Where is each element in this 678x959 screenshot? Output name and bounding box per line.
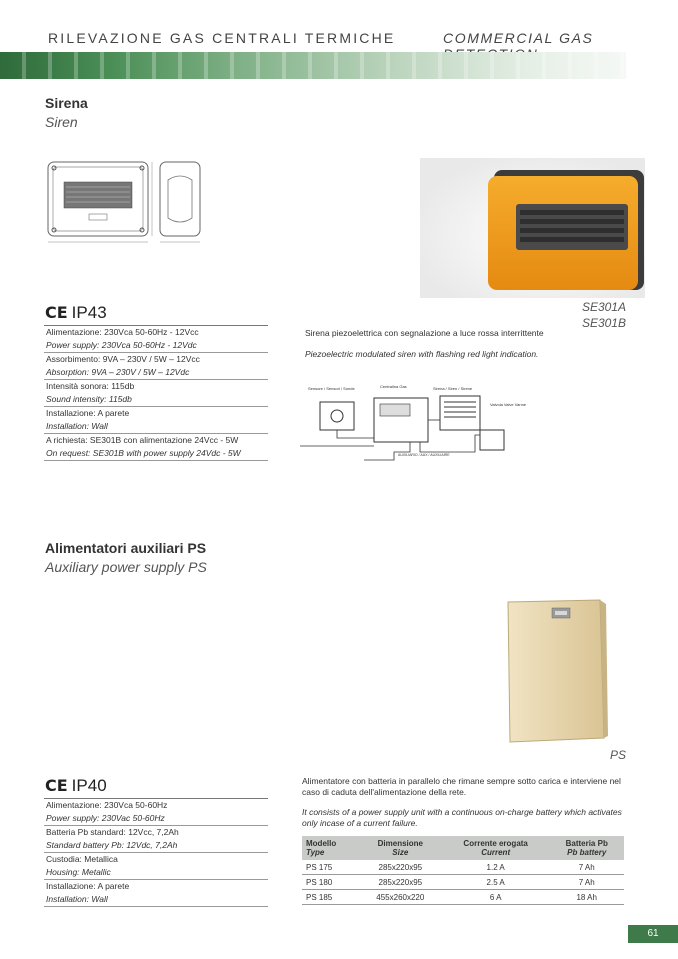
spec-row: Installation: Wall [44, 893, 268, 907]
ce-mark-icon: CE [45, 303, 68, 322]
cell-current: 1.2 A [442, 860, 550, 875]
psu-ce-rating [45, 776, 107, 796]
siren-subtitle: Siren [45, 114, 78, 130]
cell-battery: 7 Ah [549, 860, 624, 875]
ce-mark-icon: CE [45, 776, 68, 795]
spec-row: Alimentazione: 230Vca 50-60Hz - 12Vcc [46, 327, 199, 337]
header-band-stripes [0, 52, 626, 79]
page-number: 61 [628, 925, 678, 943]
col-header-current: Corrente erogata Current [442, 836, 550, 860]
siren-spec-list [44, 325, 268, 461]
siren-title: Sirena [45, 95, 88, 111]
spec-row: Power supply: 230Vca 50-60Hz - 12Vdc [44, 339, 268, 353]
cell-model: PS 185 [302, 890, 359, 905]
siren-ip-rating: IP43 [71, 303, 107, 322]
cell-battery: 7 Ah [549, 875, 624, 890]
cell-current: 2.5 A [442, 875, 550, 890]
siren-product-image [420, 158, 645, 298]
col-header-model: Modello Type [302, 836, 359, 860]
spec-row: Custodia: Metallica [46, 854, 118, 864]
spec-row: Batteria Pb standard: 12Vcc, 7,2Ah [46, 827, 179, 837]
table-row [302, 875, 624, 890]
spec-row: A richiesta: SE301B con alimentazione 24Vcc - 5W [46, 435, 239, 445]
table-row [302, 890, 624, 905]
header-left-title: RILEVAZIONE GAS CENTRALI TERMICHE [48, 30, 396, 46]
psu-product-image [500, 598, 610, 746]
psu-subtitle: Auxiliary power supply PS [45, 559, 207, 575]
siren-wiring-diagram [300, 380, 527, 465]
table-header-row [302, 836, 624, 860]
siren-description-en: Piezoelectric modulated siren with flashing red light indication. [305, 349, 539, 359]
psu-spec-list [44, 798, 268, 907]
spec-row: Sound intensity: 115db [44, 393, 268, 407]
cell-size: 285x220x95 [359, 860, 442, 875]
cell-model: PS 175 [302, 860, 359, 875]
siren-model-b: SE301B [581, 316, 626, 330]
spec-row: Alimentazione: 230Vca 50-60Hz [46, 800, 168, 810]
spec-row: Installazione: A parete [46, 881, 130, 891]
siren-ce-rating [45, 303, 107, 323]
spec-row: Installazione: A parete [46, 408, 130, 418]
header-right-title: COMMERCIAL GAS [443, 30, 594, 46]
diagram-label-aux: AUXILIARIO / AUX / AUXILIAIRE [398, 453, 450, 457]
spec-row: Installation: Wall [44, 420, 268, 434]
psu-description-it: Alimentatore con batteria in parallelo che rimane sempre sotto carica e interviene nel caso di caduta dell'alimentazione della rete. [302, 776, 621, 797]
diagram-label-sensors: Sensore / Sensori / Sonde [308, 386, 355, 391]
diagram-label-valve: Valvola Valve Vanne [490, 402, 527, 407]
siren-description-it: Sirena piezoelettrica con segnalazione a luce rossa interrittente [305, 328, 544, 338]
cell-size: 285x220x95 [359, 875, 442, 890]
col-header-size: Dimensione Size [359, 836, 442, 860]
spec-row: Power supply: 230Vac 50-60Hz [44, 812, 268, 826]
spec-row: On request: SE301B with power supply 24Vdc - 5W [44, 447, 268, 461]
spec-row: Absorption: 9VA – 230V / 5W – 12Vdc [44, 366, 268, 380]
diagram-label-central: Centralina Gas [380, 384, 407, 389]
spec-row: Assorbimento: 9VA – 230V / 5W – 12Vcc [46, 354, 200, 364]
psu-title: Alimentatori auxiliari PS [45, 540, 207, 556]
cell-current: 6 A [442, 890, 550, 905]
cell-battery: 18 Ah [549, 890, 624, 905]
siren-technical-drawing [44, 158, 214, 248]
cell-size: 455x260x220 [359, 890, 442, 905]
psu-model-label: PS [609, 748, 626, 762]
psu-ip-rating: IP40 [71, 776, 107, 795]
psu-description-en: It consists of a power supply unit with a continuous on-charge battery which activates only incase of a current failure. [302, 807, 622, 828]
psu-table [302, 836, 624, 905]
cell-model: PS 180 [302, 875, 359, 890]
spec-row: Standard battery Pb: 12Vdc, 7,2Ah [44, 839, 268, 853]
spec-row: Housing: Metallic [44, 866, 268, 880]
diagram-label-siren: Sirena / Siren / Sirene [433, 386, 473, 391]
siren-model-a: SE301A [581, 300, 626, 314]
table-row [302, 860, 624, 875]
col-header-battery: Batteria Pb Pb battery [549, 836, 624, 860]
spec-row: Intensità sonora: 115db [46, 381, 135, 391]
